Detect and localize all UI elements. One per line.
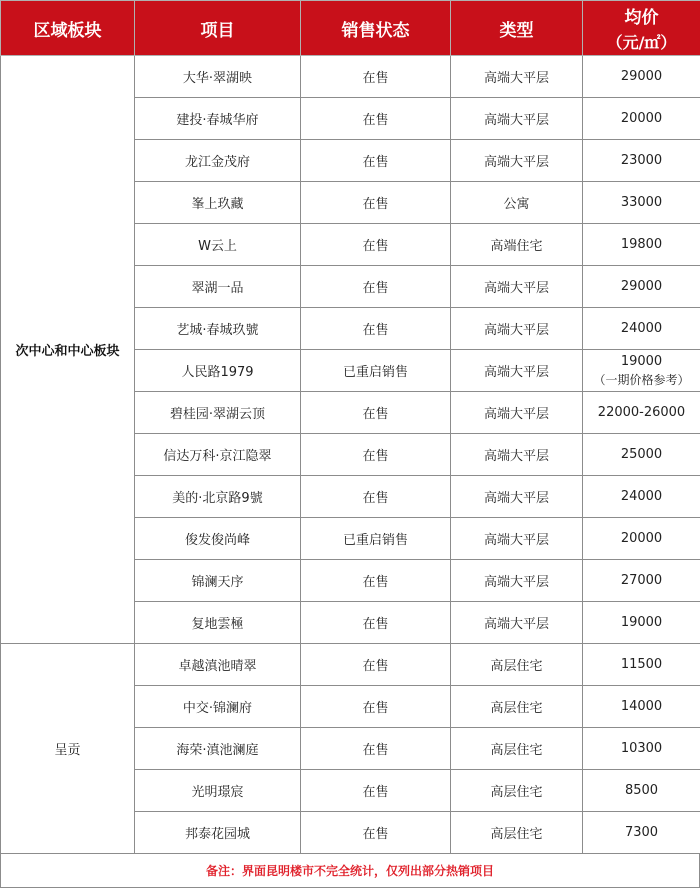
status-cell: 在售 [301,308,451,350]
status-cell: 在售 [301,140,451,182]
type-cell: 高端大平层 [451,98,583,140]
price-cell: 24000 [583,308,700,350]
status-cell: 已重启销售 [301,518,451,560]
price-cell: 11500 [583,644,700,686]
price-note: （一期价格参考） [593,372,690,387]
type-cell: 高层住宅 [451,644,583,686]
status-cell: 在售 [301,56,451,98]
header-project: 项目 [135,1,301,56]
type-cell: 高端住宅 [451,224,583,266]
project-cell: 俊发俊尚峰 [135,518,301,560]
project-cell: 海荣·滇池澜庭 [135,728,301,770]
price-cell: 7300 [583,812,700,854]
price-cell: 14000 [583,686,700,728]
type-cell: 高端大平层 [451,350,583,392]
type-cell: 高层住宅 [451,812,583,854]
table-row [1,644,700,686]
status-cell: 在售 [301,770,451,812]
price-cell: 24000 [583,476,700,518]
type-cell: 高端大平层 [451,266,583,308]
status-cell: 在售 [301,476,451,518]
project-cell: 峯上玖藏 [135,182,301,224]
type-cell: 高端大平层 [451,308,583,350]
table-row [1,56,700,98]
price-cell: 8500 [583,770,700,812]
header-price-line2: （元/㎡） [606,33,677,52]
project-cell: 翠湖一品 [135,266,301,308]
status-cell: 在售 [301,686,451,728]
header-type: 类型 [451,1,583,56]
type-cell: 高端大平层 [451,560,583,602]
region-cell: 呈贡 [1,644,135,854]
status-cell: 在售 [301,812,451,854]
header-row [1,1,700,56]
price-cell: 29000 [583,56,700,98]
type-cell: 高层住宅 [451,686,583,728]
type-cell: 高层住宅 [451,770,583,812]
price-value: 19000 [620,353,663,369]
project-cell: 美的·北京路9號 [135,476,301,518]
project-cell: 中交·锦澜府 [135,686,301,728]
status-cell: 在售 [301,224,451,266]
header-price-line1: 均价 [624,8,659,28]
type-cell: 高端大平层 [451,518,583,560]
type-cell: 高端大平层 [451,602,583,644]
price-cell: 27000 [583,560,700,602]
project-cell: 邦泰花园城 [135,812,301,854]
status-cell: 在售 [301,644,451,686]
status-cell: 在售 [301,728,451,770]
project-cell: 信达万科·京江隐翠 [135,434,301,476]
price-cell: 19000 [583,602,700,644]
header-region: 区域板块 [1,1,135,56]
status-cell: 在售 [301,434,451,476]
status-cell: 在售 [301,266,451,308]
project-cell: 艺城·春城玖號 [135,308,301,350]
price-cell: 29000 [583,266,700,308]
price-cell: 22000-26000 [583,392,700,434]
status-cell: 在售 [301,182,451,224]
price-cell: 25000 [583,434,700,476]
project-cell: 卓越滇池晴翠 [135,644,301,686]
project-cell: W云上 [135,224,301,266]
price-cell: 20000 [583,98,700,140]
price-cell: 20000 [583,518,700,560]
type-cell: 高端大平层 [451,56,583,98]
price-cell: 10300 [583,728,700,770]
project-cell: 龙江金茂府 [135,140,301,182]
header-price [583,1,700,56]
project-cell: 人民路1979 [135,350,301,392]
type-cell: 高端大平层 [451,476,583,518]
region-cell: 次中心和中心板块 [1,56,135,644]
type-cell: 高端大平层 [451,140,583,182]
type-cell: 高端大平层 [451,434,583,476]
price-cell: 33000 [583,182,700,224]
project-cell: 锦澜天序 [135,560,301,602]
project-cell: 建投·春城华府 [135,98,301,140]
status-cell: 在售 [301,560,451,602]
price-cell [583,350,700,392]
header-status: 销售状态 [301,1,451,56]
status-cell: 在售 [301,98,451,140]
project-cell: 光明璟宸 [135,770,301,812]
footer-note: 备注：界面昆明楼市不完全统计，仅列出部分热销项目 [0,854,700,888]
status-cell: 在售 [301,392,451,434]
status-cell: 已重启销售 [301,350,451,392]
project-cell: 大华·翠湖映 [135,56,301,98]
price-cell: 19800 [583,224,700,266]
price-cell: 23000 [583,140,700,182]
type-cell: 高层住宅 [451,728,583,770]
status-cell: 在售 [301,602,451,644]
type-cell: 公寓 [451,182,583,224]
project-cell: 碧桂园·翠湖云顶 [135,392,301,434]
project-cell: 复地雲極 [135,602,301,644]
type-cell: 高端大平层 [451,392,583,434]
